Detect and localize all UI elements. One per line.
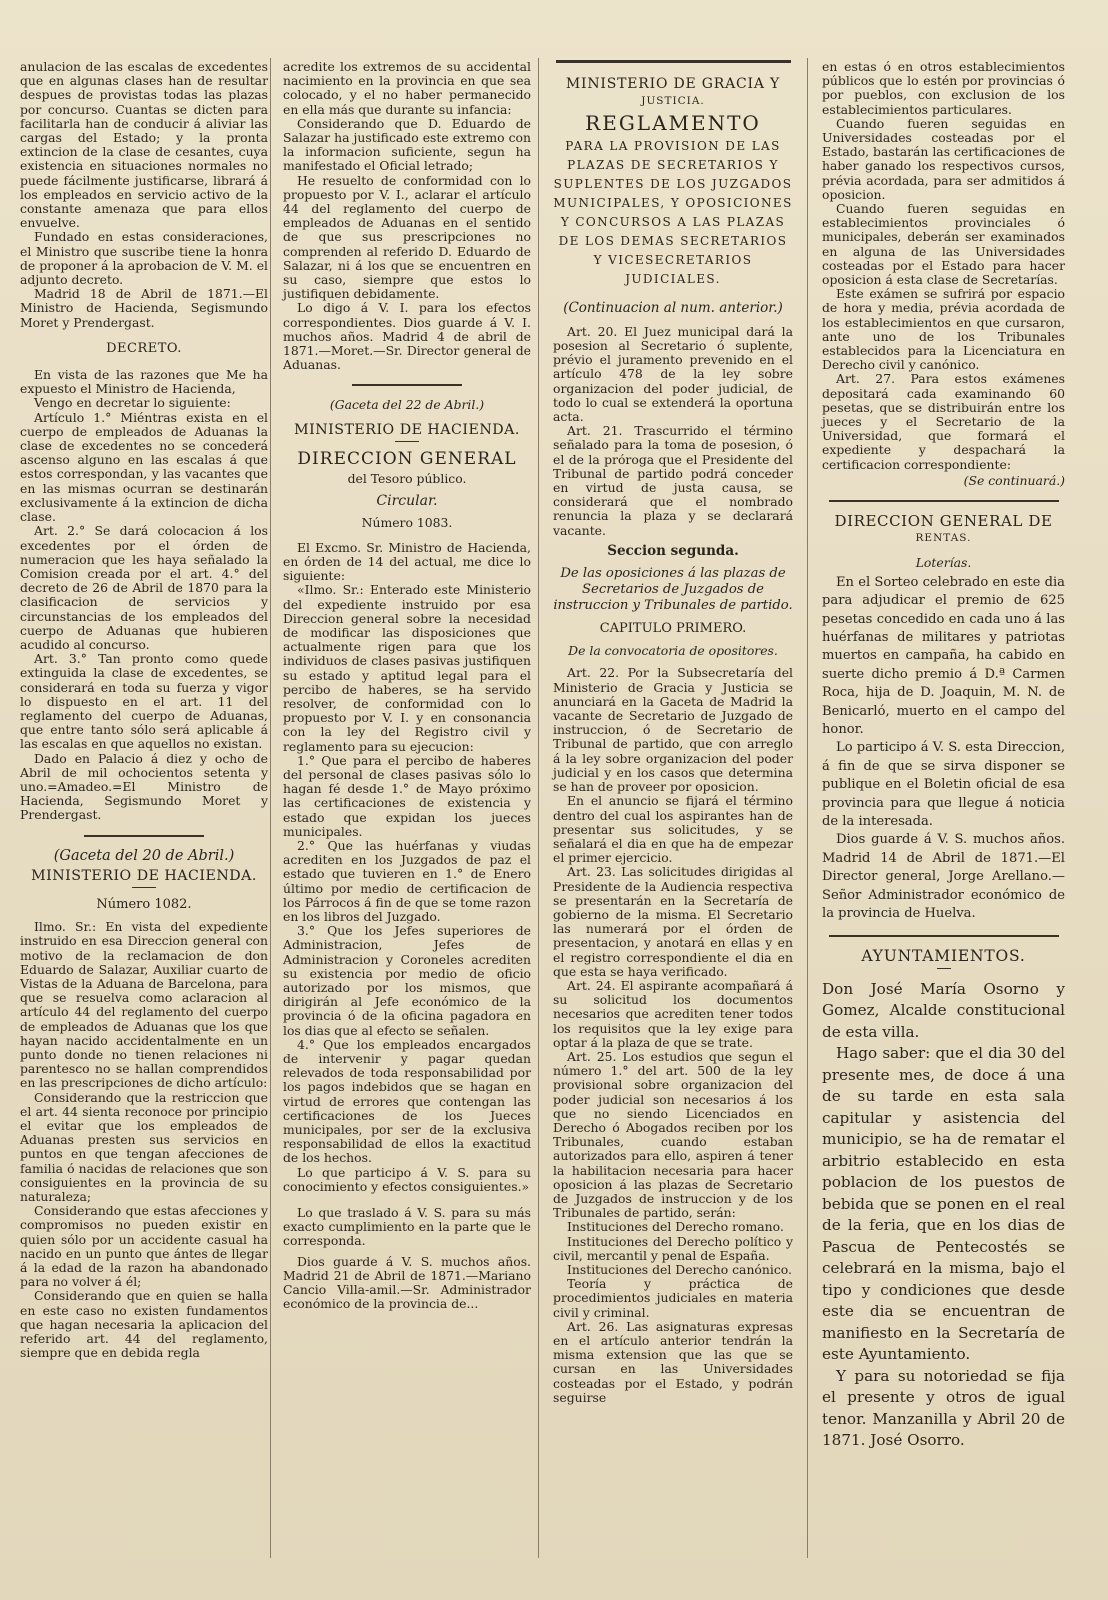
paragraph: Teoría y práctica de procedimientos judiciales en materia civil y criminal. <box>553 1276 793 1320</box>
tesoro-subheading: del Tesoro público. <box>347 471 467 487</box>
paragraph: Instituciones del Derecho político y civil, mercantil y penal de España. <box>553 1233 793 1263</box>
loterias-heading: Loterías. <box>915 554 972 570</box>
paragraph: En vista de las razones que Me ha expuesto el Ministro de Hacienda, <box>20 367 268 397</box>
ministerio-heading: MINISTERIO DE HACIENDA. <box>31 867 257 884</box>
column-2 <box>283 60 531 1311</box>
paragraph: Art. 21. Trascurrido el término señalado para la toma de posesion, ó el de la próroga que el Presidente del Tribunal de partido podrá conceder en virtud de justa causa, se considerará que el nombrado renuncia la plaza y se declarará vacante. <box>553 423 793 538</box>
direccion-heading: DIRECCION GENERAL <box>297 448 517 469</box>
paragraph: Considerando que estas afecciones y compromisos no pueden existir en quien sólo por un accidente casual ha nacido en un punto que ántes de llegar á la edad de la razon ha abandonado para no volver á él; <box>20 1203 268 1290</box>
paragraph: Fundado en estas consideraciones, el Ministro que suscribe tiene la honra de proponer á la aprobacion de V. M. el adjunto decreto. <box>20 229 268 288</box>
paragraph: Ilmo. Sr.: En vista del expediente instruido en esa Direccion general con motivo de la reclamacion de don Eduardo de Salazar, Auxiliar cuarto de Vistas de la Aduana de Barcelona, para que se resuelva como aclaracion al artículo 44 del reglamento del cuerpo de empleados de Aduanas que los que hayan nacido accidentalmente en un punto donde no tienen relaciones ni parentesco no se hallan comprendidos en las prescripciones de dicho artículo: <box>20 919 268 1091</box>
paragraph: 2.° Que las huérfanas y viudas acrediten en los Juzgados de paz el estado que tuvieren en 1.° de Enero último por medio de certificacion de los Párrocos á fin de que se tome razon en los libros del Juzgado. <box>283 837 531 924</box>
paragraph: Cuando fueren seguidas en establecimientos provinciales ó municipales, deberán ser examinados en alguna de las Universidades costeadas por el Estado para hacer oposicion á esta clase de Secretarías. <box>822 201 1065 288</box>
paragraph: 3.° Que los Jefes superiores de Administracion, Jefes de Administracion y Coroneles acrediten su existencia por medio de oficio autorizado por los mismos, que dirigirán al Jefe económico de la provincia ó de la oficina pagadora en los dias que al efecto se señalen. <box>283 923 531 1038</box>
paragraph: anulacion de las escalas de excedentes que en algunas clases han de resultar despues de provistas todas las plazas por concurso. Cuantas se dicten para facilitarla han de conducir á aliviar las cargas del Estado; y la pronta extincion de la clase de cesantes, cuya existencia en situaciones normales no puede fácilmente justificarse, librará á los empleados en servicio activo de la constante amenaza que para ellos envuelve. <box>20 59 268 231</box>
paragraph: Considerando que D. Eduardo de Salazar ha justificado este extremo con la informacion suficiente, segun ha manifestado el Oficial letrado; <box>283 115 531 174</box>
paragraph: Art. 26. Las asignaturas expresas en el artículo anterior tendrán la misma extension que las que se cursan en las Universidades costeadas por el Estado, y podrán seguirse <box>553 1318 793 1405</box>
column-1 <box>20 60 268 1360</box>
divider <box>556 60 791 63</box>
paragraph: Art. 23. Las solicitudes dirigidas al Presidente de la Audiencia respectiva se presentarán en la Secretaría de gobierno de la misma. El Secretario las numerará por el órden de presentacion, y anotará en ellas y en el registro correspondiente el dia en que esta se haya verificado. <box>553 864 793 979</box>
decreto-heading: DECRETO. <box>106 340 182 356</box>
paragraph: Art. 24. El aspirante acompañará á su solicitud los documentos necesarios que acrediten tener todos los requisitos que la ley exige para optar á la plaza de que se trate. <box>553 977 793 1050</box>
paragraph: En el Sorteo celebrado en este dia para adjudicar el premio de 625 pesetas concedido en cada uno á las huérfanas de militares y patriotas muertos en campaña, ha cabido en suerte dicho premio á D.ª Carmen Roca, hija de D. Joaquin, M. N. de Benicarló, muerto en el campo del honor. <box>822 574 1065 737</box>
column-3 <box>553 60 793 1405</box>
column-separator <box>270 58 271 1558</box>
circular-heading: Circular. <box>376 493 438 510</box>
direccion-heading: DIRECCION GENERAL DE <box>834 512 1053 531</box>
ministerio-heading: MINISTERIO DE GRACIA Y <box>565 76 781 92</box>
paragraph: Art. 22. Por la Subsecretaría del Ministerio de Gracia y Justicia se anunciará en la Gaceta de Madrid la vacante de Secretario de Juzgado de instruccion, ó de Secretario de Tribunal de partido, que con arreglo á la ley sobre organizacion del poder judicial y en los casos que determina se han de proveer por oposicion. <box>553 665 793 795</box>
paragraph: Instituciones del Derecho canónico. <box>567 1262 792 1277</box>
justicia-subheading: JUSTICIA. <box>641 95 705 108</box>
paragraph: Y para su notoriedad se fija el presente y otros de igual tenor. Manzanilla y Abril 20 de 1871. José Osorro. <box>822 1366 1065 1450</box>
paragraph: Dios guarde á V. S. muchos años. Madrid 14 de Abril de 1871.—El Director general, Jorge Arellano.—Señor Administrador económico de la provincia de Huelva. <box>822 832 1065 922</box>
paragraph: Considerando que la restriccion que el art. 44 sienta reconoce por principio el evitar que los empleados de Aduanas presten sus servicios en puntos en que tengan afecciones de familia ó nacidas de relaciones que son consiguientes en la provincia de su naturaleza; <box>20 1089 268 1205</box>
paragraph: Este exámen se sufrirá por espacio de hora y media, prévia acordada de los establecimientos en que cursaron, ante uno de los Tribunales establecidos para la Licenciatura en Derecho civil y canónico. <box>822 286 1065 373</box>
paragraph: Cuando fueren seguidas en Universidades costeadas por el Estado, bastarán las certificaciones de haber ganado los respectivos cursos, prévia acordada, para ser admitidos á oposicion. <box>822 115 1065 202</box>
continuara-note: (Se continuará.) <box>963 472 1065 488</box>
paragraph: Vengo en decretar lo siguiente: <box>34 395 231 411</box>
paragraph: En el anuncio se fijará el término dentro del cual los aspirantes han de presentar sus solicitudes, y se señalará el dia en que ha de empezar el primer ejercicio. <box>553 793 793 866</box>
paragraph: Art. 3.° Tan pronto como quede extinguida la clase de excedentes, se considerará en toda su fuerza y vigor lo dispuesto en el art. 11 del reglamento del cuerpo de Aduanas, que entre tanto sólo será aplicable á las escalas en que aquellos no existan. <box>20 651 268 752</box>
gaceta-date: (Gaceta del 22 de Abril.) <box>329 397 485 413</box>
column-4 <box>822 60 1065 1452</box>
paragraph: Art. 20. El Juez municipal dará la posesion al Secretario ó suplente, prévio el juramento prevenido en el artículo 478 de la ley sobre organizacion del poder judicial, de todo lo cual se extenderá la oportuna acta. <box>553 323 793 425</box>
paragraph: Lo que traslado á V. S. para su más exacto cumplimiento en la parte que le corresponda. <box>283 1205 531 1249</box>
paragraph: El Excmo. Sr. Ministro de Hacienda, en órden de 14 del actual, me dice lo siguiente: <box>283 539 531 584</box>
seccion-subtitle: De las oposiciones á las plazas de Secretarios de Juzgados de instruccion y Tribunales de partido. <box>553 566 793 614</box>
divider <box>132 887 156 888</box>
paragraph: 4.° Que los empleados encargados de intervenir y pagar quedan relevados de toda responsabilidad por los pagos indebidos que se hagan en virtud de errores que contengan las certificaciones de los Jueces municipales, por ser de la exclusiva responsabilidad de ellos la exactitud de los hechos. <box>283 1036 531 1166</box>
paragraph: Artículo 1.° Miéntras exista en el cuerpo de empleados de Aduanas la clase de excedentes no se concederá ascenso alguno en las escalas á que estos correspondan, y las vacantes que en las mismas ocurran se destinarán exclusivamente á la extincion de dicha clase. <box>20 409 268 525</box>
paragraph: «Ilmo. Sr.: Enterado este Ministerio del expediente instruido por esa Direccion general sobre la necesidad de modificar las disposiciones que actualmente rigen para que los individuos de clases pasivas justifiquen su estado y aptitud legal para el percibo de haberes, se ha servido resolver, de conformidad con lo propuesto por V. I. y en consonancia con la ley del Registro civil y reglamento para su ejecucion: <box>283 582 531 754</box>
paragraph: Lo que participo á V. S. para su conocimiento y efectos consiguientes.» <box>283 1164 531 1194</box>
divider <box>395 441 419 442</box>
paragraph: en estas ó en otros establecimientos públicos que lo estén por provincias ó por pueblos, con exclusion de los establecimientos particulares. <box>822 59 1065 117</box>
paragraph: Don José María Osorno y Gomez, Alcalde constitucional de esta villa. <box>822 979 1065 1041</box>
capitulo-subtitle: De la convocatoria de opositores. <box>568 643 778 659</box>
paragraph: Dado en Palacio á diez y ocho de Abril de mil ochocientos setenta y uno.=Amadeo.=El Ministro de Hacienda, Segismundo Moret y Prendergast. <box>20 750 268 823</box>
paragraph: Dios guarde á V. S. muchos años. Madrid 21 de Abril de 1871.—Mariano Cancio Villa-amil.—Sr. Administrador económico de la provincia de... <box>283 1253 531 1312</box>
ministerio-heading: MINISTERIO DE HACIENDA. <box>294 421 520 438</box>
rentas-subheading: RENTAS. <box>915 532 972 545</box>
paragraph: Considerando que en quien se halla en este caso no existen fundamentos que hagan necesaria la aplicacion del referido art. 44 del reglamento, siempre que en debida regla <box>20 1288 268 1361</box>
gaceta-date: (Gaceta del 20 de Abril.) <box>53 847 235 864</box>
paragraph: Art. 2.° Se dará colocacion á los excedentes por el órden de numeracion que les haya señalado la Comision creada por el art. 4.° del decreto de 26 de Abril de 1870 para la clasificacion de servicios y circunstancias de los empleados del cuerpo de Aduanas que hubieren acudido al concurso. <box>20 523 268 652</box>
capitulo-heading: CAPITULO PRIMERO. <box>599 621 747 637</box>
column-separator <box>807 58 808 1558</box>
continuacion-note: (Continuacion al num. anterior.) <box>563 299 783 316</box>
numero-heading: Número 1083. <box>361 515 453 531</box>
paragraph: 1.° Que para el percibo de haberes del personal de clases pasivas sólo lo hagan fé desde 1.° de Mayo próximo las certificaciones de existencia y estado que expidan los jueces municipales. <box>283 752 531 839</box>
paragraph: Madrid 18 de Abril de 1871.—El Ministro de Hacienda, Segismundo Moret y Prendergast. <box>20 286 268 330</box>
paragraph: Hago saber: que el dia 30 del presente mes, de doce á una de su tarde en esta sala capitular y asistencia del municipio, se ha de rematar el arbitrio establecido en esta poblacion de los puestos de bebida que se ponen en el real de la feria, que en los dias de Pascua de Pentecostés se celebrará en la misma, bajo el tipo y condiciones que desde este dia se encuentran de manifiesto en la Secretaría de este Ayuntamiento. <box>822 1044 1065 1364</box>
seccion-heading: Seccion segunda. <box>607 542 739 559</box>
paragraph: Instituciones del Derecho romano. <box>567 1219 784 1235</box>
paragraph: Lo participo á V. S. esta Direccion, á fin de que se sirva disponer se publique en el Boletin oficial de esa provincia para que llegue á noticia de la interesada. <box>822 740 1065 829</box>
ayuntamientos-heading: AYUNTAMIENTOS. <box>861 947 1026 966</box>
paragraph: Lo digo á V. I. para los efectos correspondientes. Dios guarde á V. I. muchos años. Madrid 4 de abril de 1871.—Moret.—Sr. Director general de Aduanas. <box>283 300 531 373</box>
column-separator <box>538 58 539 1558</box>
numero-heading: Número 1082. <box>96 896 192 912</box>
paragraph: He resuelto de conformidad con lo propuesto por V. I., aclarar el artículo 44 del reglamento del cuerpo de empleados de Aduanas en el sentido de que sus prescripciones no comprenden al referido D. Eduardo de Salazar, ni á los que se encuentren en su caso, siempre que estos lo justifiquen debidamente. <box>283 172 531 302</box>
divider <box>937 968 951 969</box>
reglamento-heading: REGLAMENTO <box>585 111 761 136</box>
paragraph: Art. 27. Para estos exámenes depositará cada examinando 60 pesetas, que se distribuirán entre los jueces y el Secretario de la Universidad, que formará el expediente y despachará la certificacion correspondiente: <box>822 371 1065 472</box>
paragraph: Art. 25. Los estudios que segun el número 1.° del art. 500 de la ley provisional sobre organizacion del poder judicial son necesarios á los que no siendo Licenciados en Derecho ó Abogados reciben por los Tribunales, cuando estaban autorizados para ello, aspiren á tener la habilitacion necesaria para hacer oposicion á las plazas de Secretario de Juzgados de instruccion y de los Tribunales de partido, serán: <box>553 1048 793 1221</box>
reglamento-subtitle: PARA LA PROVISION DE LAS PLAZAS DE SECRETARIOS Y SUPLENTES DE LOS JUZGADOS MUNICIPALES, Y OPOSICIONES Y CONCURSOS A LAS PLAZAS DE LOS DEMAS SECRETARIOS Y VICESECRETARIOS JUDICIALES. <box>553 138 793 286</box>
paragraph: acredite los extremos de su accidental nacimiento en la provincia en que sea colocado, y el no haber permanecido en ella más que durante su infancia: <box>283 59 531 117</box>
